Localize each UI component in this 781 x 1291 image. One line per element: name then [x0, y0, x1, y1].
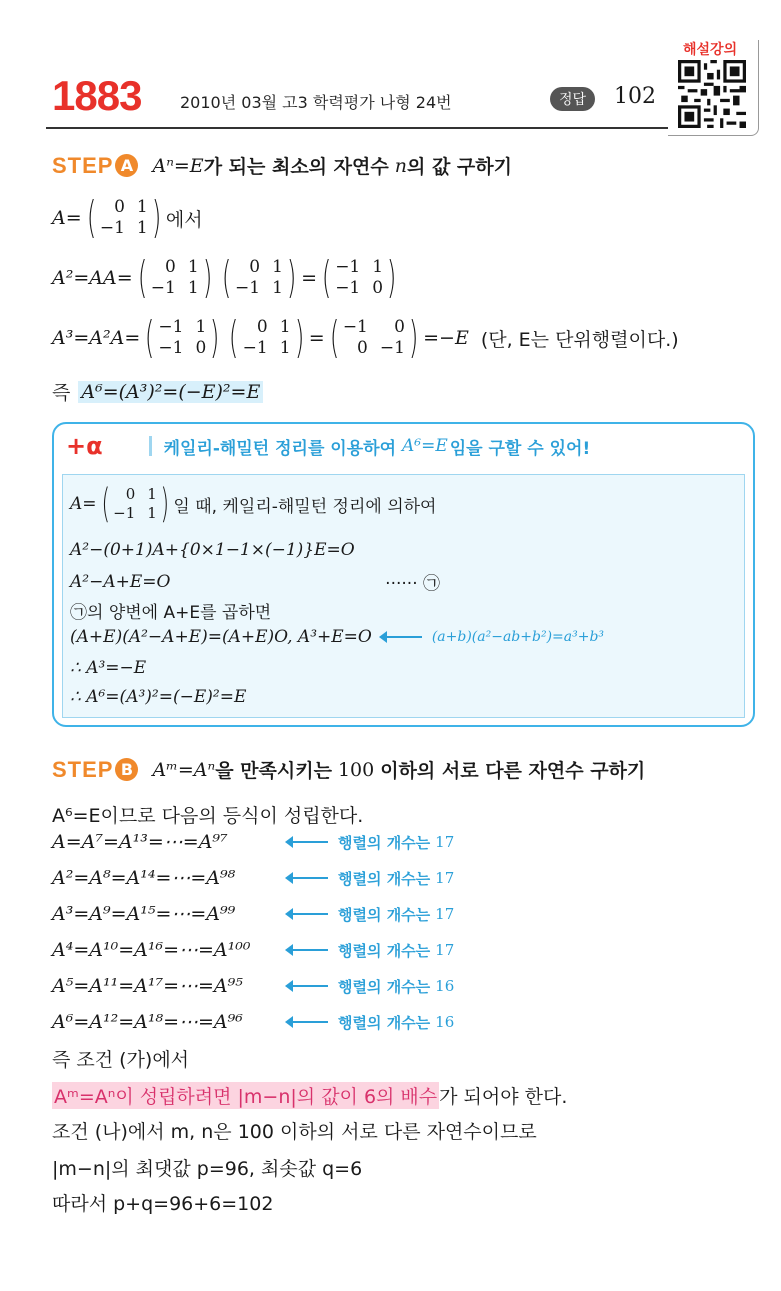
- power-row-label: 행렬의 개수는: [338, 941, 431, 960]
- step-a-line-4: [52, 378, 263, 405]
- matrix-entry: 0: [394, 317, 405, 337]
- step-b-title-eq: Aᵐ=Aⁿ: [152, 758, 216, 781]
- power-row-arrow: [278, 832, 454, 853]
- tip-line-4: ㉠의 양변에 A+E를 곱하면: [70, 603, 272, 623]
- matrix-entries: [151, 257, 199, 299]
- power-row-arrow: [278, 868, 454, 889]
- tip-matrix-a: ( 0 1 −1 1 ): [101, 481, 169, 527]
- tip-l3-eq: A²−A+E=O: [70, 571, 171, 592]
- tip-divider: [149, 436, 152, 456]
- tip-line-3: [70, 569, 440, 594]
- step-b-title-end: 이하의 서로 다른 자연수 구하기: [380, 760, 646, 782]
- matrix-entry: 1: [195, 317, 207, 337]
- step-a-badge: A: [115, 154, 138, 177]
- matrix-entry: −1: [335, 278, 361, 298]
- matrix-entry: 1: [187, 278, 199, 298]
- tip-title-eq: A⁶=E: [402, 436, 448, 456]
- matrix-a-3: ( 0 1 −1 1 ): [229, 312, 304, 363]
- line1-suffix: 에서: [165, 208, 203, 231]
- cond-na-line: 조건 (나)에서 m, n은 100 이하의 서로 다른 자연수이므로: [52, 1121, 537, 1143]
- line3-eq: =: [308, 327, 325, 349]
- power-row-arrow: [278, 976, 454, 997]
- line4-eq: A⁶=(A³)²=(−E)²=E: [78, 381, 263, 403]
- matrix-entry: 1: [372, 257, 384, 277]
- tip-l1-prefix: A=: [70, 494, 97, 514]
- power-row-count: 17: [435, 833, 455, 851]
- step-a-word: STEP: [52, 152, 114, 178]
- power-row-count: 17: [435, 941, 455, 959]
- tip-l5-eq: (A+E)(A²−A+E)=(A+E)O, A³+E=O: [70, 627, 372, 647]
- matrix-entries: [235, 257, 283, 299]
- tip-title-pre: 케일리-해밀턴 정리를 이용하여: [163, 438, 396, 459]
- matrix-entries: [158, 317, 206, 359]
- matrix-entry: 1: [187, 257, 199, 277]
- matrix-entry: 0: [195, 338, 207, 358]
- matrix-entry: 0: [256, 317, 268, 337]
- line3-note: (단, E는 단위행렬이다.): [480, 328, 679, 351]
- tip-line-7: ∴ A⁶=(A³)²=(−E)²=E: [70, 687, 247, 707]
- power-row: [52, 867, 454, 889]
- step-a-title-end: 의 값 구하기: [406, 156, 512, 178]
- matrix-entry: −1: [335, 257, 361, 277]
- tip-l3-mark: ······ ㉠: [385, 574, 440, 594]
- power-row-label: 행렬의 개수는: [338, 833, 431, 852]
- power-row-label: 행렬의 개수는: [338, 905, 431, 924]
- problem-number: 1883: [52, 72, 142, 119]
- power-row-arrow: [278, 904, 454, 925]
- step-a-line-1: [52, 192, 203, 243]
- min-max-line: |m−n|의 최댓값 p=96, 최솟값 q=6: [52, 1158, 363, 1180]
- matrix-entries: [243, 317, 291, 359]
- matrix-entry: 1: [272, 278, 283, 298]
- power-row-label: 행렬의 개수는: [338, 869, 431, 888]
- tip-title-post: 임을 구할 수 있어!: [449, 438, 591, 459]
- tip-l5-arrow: [372, 629, 604, 645]
- step-b-title-mid: 을 만족시키는: [215, 760, 332, 782]
- step-a-heading: [52, 152, 512, 179]
- power-row-arrow: [278, 1012, 454, 1033]
- qr-code-icon[interactable]: [678, 60, 746, 128]
- power-row-label: 행렬의 개수는: [338, 977, 431, 996]
- power-row-equation: A=A⁷=A¹³=⋯=A⁹⁷: [52, 831, 228, 853]
- step-a-title-eq: Aⁿ=E: [152, 154, 204, 177]
- line1-prefix: A=: [52, 207, 82, 229]
- step-a-title-var: n: [394, 154, 407, 177]
- tip-heading: [66, 432, 590, 460]
- matrix-entry: −1: [235, 278, 261, 298]
- matrix-entry: 0: [114, 197, 125, 217]
- matrix-entries: [335, 257, 383, 299]
- matrix-entry: 1: [279, 338, 291, 358]
- matrix-entry: −1: [158, 338, 184, 358]
- power-row: [52, 903, 454, 925]
- power-row: [52, 831, 454, 853]
- matrix-entry: −1: [379, 338, 405, 358]
- final-answer-line: 따라서 p+q=96+6=102: [52, 1193, 274, 1215]
- line4-prefix: 즉: [52, 382, 71, 404]
- matrix-entry: 0: [357, 338, 368, 358]
- qr-label: 해설강의: [683, 42, 738, 58]
- matrix-a-squared-2: ( −1 1 −1 0 ): [145, 312, 220, 363]
- matrix-entries: [100, 197, 148, 239]
- power-row-equation: A⁴=A¹⁰=A¹⁶=⋯=A¹⁰⁰: [52, 939, 251, 961]
- power-row-equation: A³=A⁹=A¹⁵=⋯=A⁹⁹: [52, 903, 236, 925]
- step-a-line-2: [52, 252, 401, 303]
- matrix-entry: −1: [150, 278, 176, 298]
- power-row-count: 17: [435, 869, 455, 887]
- power-row-label: 행렬의 개수는: [338, 1013, 431, 1032]
- hl-line: [52, 1082, 567, 1109]
- power-row-equation: A⁶=A¹²=A¹⁸=⋯=A⁹⁶: [52, 1011, 243, 1033]
- tip-l5-note: (a+b)(a²−ab+b²)=a³+b³: [431, 629, 605, 645]
- power-row-arrow: [278, 940, 454, 961]
- tip-plus-label: +α: [66, 432, 103, 460]
- tip-line-1: [70, 481, 437, 527]
- cond-ga-line: 즉 조건 (가)에서: [52, 1049, 190, 1071]
- matrix-entry: 0: [372, 278, 384, 298]
- power-row-count: 17: [435, 905, 455, 923]
- step-b-heading: [52, 756, 645, 783]
- line3-result: =−E: [423, 327, 469, 349]
- power-row-count: 16: [435, 1013, 455, 1031]
- highlight-tail: 가 되어야 한다.: [439, 1086, 568, 1108]
- power-row: [52, 975, 454, 997]
- matrix-entry: 1: [279, 317, 291, 337]
- step-b-intro: A⁶=E이므로 다음의 등식이 성립한다.: [52, 805, 364, 827]
- tip-line-2: A²−(0+1)A+{0×1−1×(−1)}E=O: [70, 540, 355, 560]
- step-b-word: STEP: [52, 756, 114, 782]
- step-a-line-3: [52, 312, 679, 363]
- line2-eq: =: [301, 267, 318, 289]
- matrix-entries: [113, 485, 157, 523]
- matrix-entry: 1: [136, 197, 148, 217]
- tip-line-5: [70, 627, 604, 647]
- matrix-entry: 1: [147, 504, 157, 522]
- matrix-entry: −1: [99, 218, 125, 238]
- power-row-count: 16: [435, 977, 455, 995]
- matrix-entry: 1: [147, 485, 157, 503]
- power-row-equation: A²=A⁸=A¹⁴=⋯=A⁹⁸: [52, 867, 236, 889]
- tip-l1-suffix: 일 때, 케일리-해밀턴 정리에 의하여: [173, 496, 437, 517]
- matrix-entry: −1: [113, 504, 136, 522]
- matrix-entry: 1: [136, 218, 148, 238]
- step-a-title-mid: 가 되는 최소의 자연수: [203, 156, 389, 178]
- matrix-a-1: ( 0 1 −1 1 ): [137, 252, 212, 303]
- line3-prefix: A³=A²A=: [52, 327, 141, 349]
- matrix-entry: 0: [249, 257, 261, 277]
- matrix-entry: −1: [342, 317, 368, 337]
- matrix-entry: 1: [272, 257, 283, 277]
- matrix-entry: −1: [242, 338, 268, 358]
- step-b-title-num: 100: [337, 758, 375, 781]
- matrix-entry: −1: [158, 317, 184, 337]
- line2-prefix: A²=AA=: [52, 267, 133, 289]
- matrix-neg-identity: ( −1 0 0 −1 ): [329, 312, 419, 363]
- tip-line-6: ∴ A³=−E: [70, 658, 147, 678]
- power-row: [52, 939, 454, 961]
- answer-badge: 정답: [550, 87, 595, 111]
- matrix-entry: 0: [165, 257, 176, 277]
- power-row-equation: A⁵=A¹¹=A¹⁷=⋯=A⁹⁵: [52, 975, 243, 997]
- step-b-badge: B: [115, 758, 138, 781]
- power-row: [52, 1011, 454, 1033]
- answer-value: 102: [614, 84, 656, 109]
- matrix-entries: [343, 317, 405, 359]
- matrix-a-squared: ( −1 1 −1 0 ): [321, 252, 397, 303]
- header-rule: [46, 127, 668, 129]
- matrix-a-2: ( 0 1 −1 1 ): [221, 252, 297, 303]
- highlight-condition: Aᵐ=Aⁿ이 성립하려면 |m−n|의 값이 6의 배수: [52, 1082, 439, 1109]
- matrix-entry: 0: [125, 485, 136, 503]
- problem-source: 2010년 03월 고3 학력평가 나형 24번: [180, 93, 452, 112]
- matrix-a: ( 0 1 −1 1 ): [86, 192, 162, 243]
